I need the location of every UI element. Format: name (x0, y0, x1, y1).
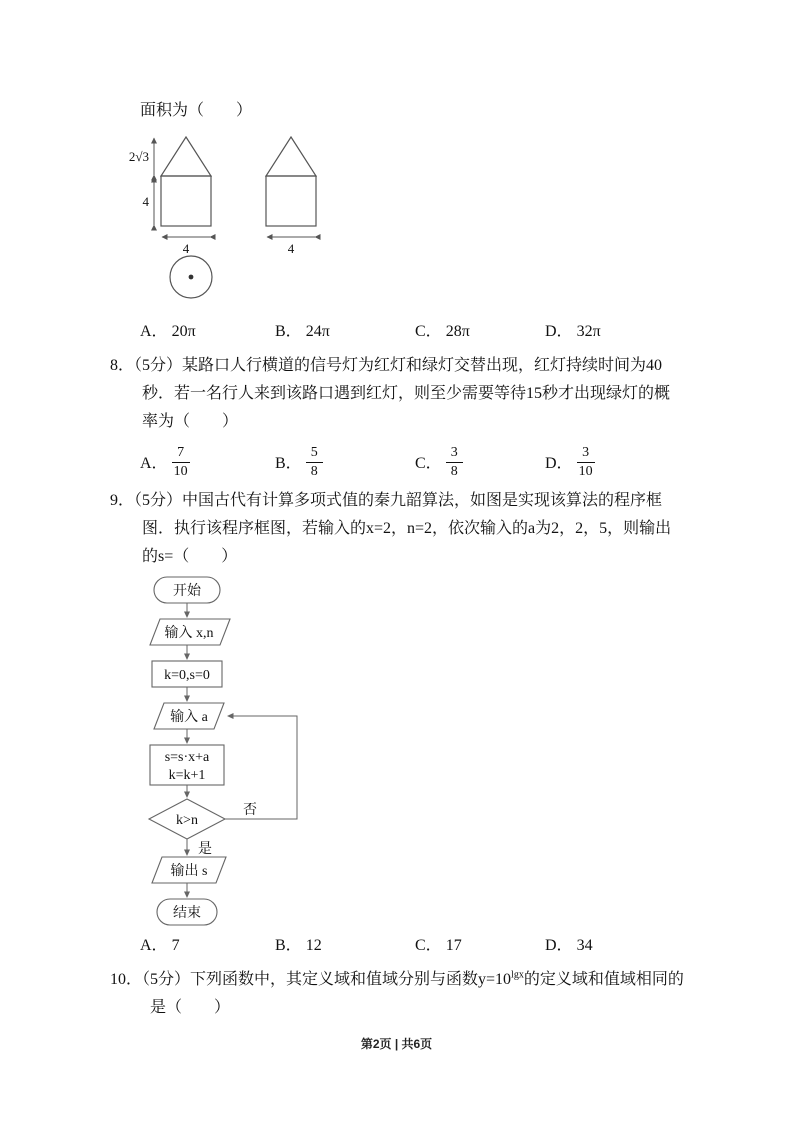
house1-square (161, 176, 211, 226)
flowchart-compute-line1: s=s·x+a (164, 750, 210, 765)
fraction: $\frac{3}{8}$ (446, 445, 463, 480)
q7-option-d: D． 32π (545, 323, 601, 340)
q10-text-after: 的定义域和值域相同的是（ ） (150, 971, 684, 1016)
flowchart-output-label: 输出 s (170, 864, 208, 879)
q8-option-c: C． $\frac{3}{8}$ (415, 448, 463, 480)
q8-option-b: B． $\frac{5}{8}$ (275, 448, 323, 480)
q9-text: （5分）中国古代有计算多项式值的秦九韶算法，如图是实现该算法的程序框图．执行该程序框图，若输入的x=2，n=2，依次输入的a为2，2，5，则输出的s=（ ） (134, 492, 672, 565)
q7-figure-circle (165, 251, 217, 303)
flowchart-start-label: 开始 (173, 584, 201, 599)
fraction: $\frac{5}{8}$ (306, 445, 323, 480)
q10-number: 10． (110, 971, 143, 988)
flowchart-no-label: 否 (243, 803, 257, 818)
dim-label-base1: 4 (182, 241, 190, 256)
house2-triangle (266, 137, 316, 176)
q9-option-c: C． 17 (415, 937, 462, 954)
flowchart (112, 575, 412, 927)
q8-option-d: D． $\frac{3}{10}$ (545, 445, 593, 480)
circle-center-dot (189, 275, 194, 280)
page-footer: 第2页 | 共6页 (360, 1037, 433, 1051)
q7-intro: 面积为（ ） (140, 102, 253, 119)
flowchart-yes-label: 是 (198, 842, 212, 857)
flow-loop-no (225, 716, 297, 819)
q9-number: 9． (110, 492, 135, 509)
q9-option-b: B． 12 (275, 937, 322, 954)
flowchart-init-label: k=0,s=0 (164, 668, 210, 683)
q8-text: （5分）某路口人行横道的信号灯为红灯和绿灯交替出现，红灯持续时间为40秒．若一名行人来到该路口遇到红灯，则至少需要等待15秒才出现绿灯的概率为（ ） (134, 357, 671, 430)
fraction: $\frac{3}{10}$ (578, 445, 593, 480)
flowchart-compute-line2: k=k+1 (168, 768, 206, 783)
flowchart-decision-label: k>n (176, 813, 198, 828)
q8-number: 8． (110, 357, 135, 374)
dim-label-base2: 4 (287, 241, 295, 256)
q7-option-c: C． 28π (415, 323, 470, 340)
flowchart-input-a-label: 输入 a (170, 710, 208, 725)
flowchart-input-xn-label: 输入 x,n (164, 626, 214, 641)
q7-figure-houses (116, 131, 346, 256)
q10-question (110, 966, 688, 1022)
q9-question (110, 487, 685, 571)
fraction: $\frac{7}{10}$ (173, 445, 188, 480)
q8-question (110, 352, 685, 436)
dim-label-triangle-height: 2√3 (128, 149, 149, 164)
q9-option-a: A． 7 (140, 937, 180, 954)
q9-option-d: D． 34 (545, 937, 593, 954)
dim-label-square-height: 4 (142, 194, 149, 209)
flowchart-end-label: 结束 (173, 906, 201, 921)
q8-option-a: A． $\frac{7}{10}$ (140, 445, 188, 480)
house1-triangle (161, 137, 211, 176)
q10-text-before: （5分）下列函数中，其定义域和值域分别与函数y=10 (142, 971, 512, 988)
q7-option-b: B． 24π (275, 323, 330, 340)
q7-option-a: A． 20π (140, 323, 196, 340)
house2-square (266, 176, 316, 226)
q10-exponent: lgx (511, 969, 524, 981)
